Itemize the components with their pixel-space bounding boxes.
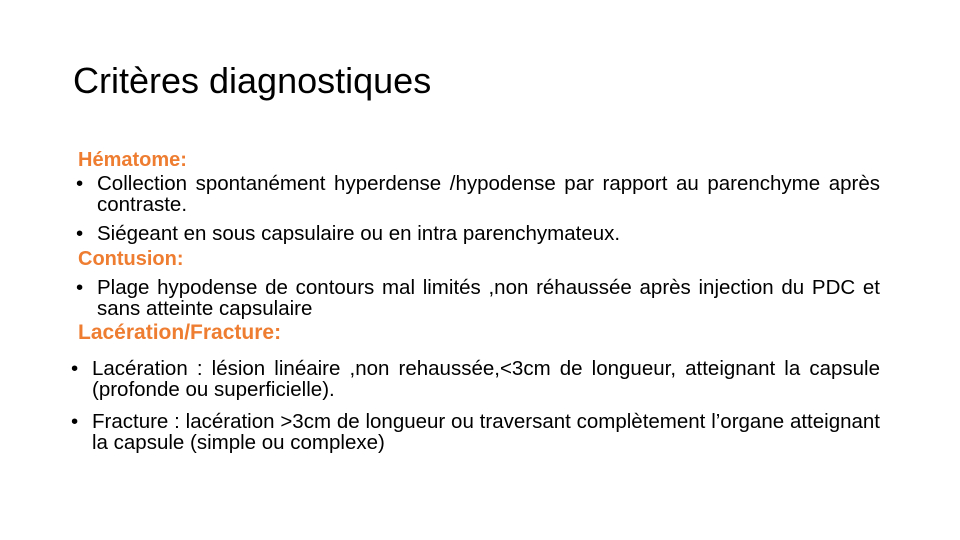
- section-heading-contusion: Contusion:: [78, 248, 184, 270]
- bullet-item: [76, 223, 880, 244]
- slide-title: Critères diagnostiques: [73, 60, 432, 101]
- bullet-item: [76, 277, 880, 319]
- bullet-text: Plage hypodense de contours mal limités ,non réhaussée après injection du PDC et sans atteinte capsulaire: [97, 276, 880, 320]
- bullet-dot-icon: •: [76, 222, 84, 245]
- bullet-item: [71, 411, 880, 453]
- section-heading-hematome: Hématome:: [78, 149, 187, 171]
- bullet-text: Collection spontanément hyperdense /hypodense par rapport au parenchyme après contraste.: [97, 172, 880, 216]
- bullet-text: Lacération : lésion linéaire ,non rehaussée,<3cm de longueur, atteignant la capsule (profonde ou superficielle).: [92, 357, 880, 401]
- bullet-text: Siégeant en sous capsulaire ou en intra parenchymateux.: [97, 222, 621, 245]
- bullet-item: [76, 173, 880, 215]
- bullet-dot-icon: •: [71, 410, 79, 433]
- bullet-dot-icon: •: [76, 172, 84, 195]
- bullet-item: [71, 358, 880, 400]
- bullet-dot-icon: •: [76, 276, 84, 299]
- bullet-dot-icon: •: [71, 357, 79, 380]
- bullet-text: Fracture : lacération >3cm de longueur ou traversant complètement l’organe atteignant la capsule (simple ou complexe): [92, 410, 880, 454]
- section-heading-laceration-fracture: Lacération/Fracture:: [78, 321, 282, 344]
